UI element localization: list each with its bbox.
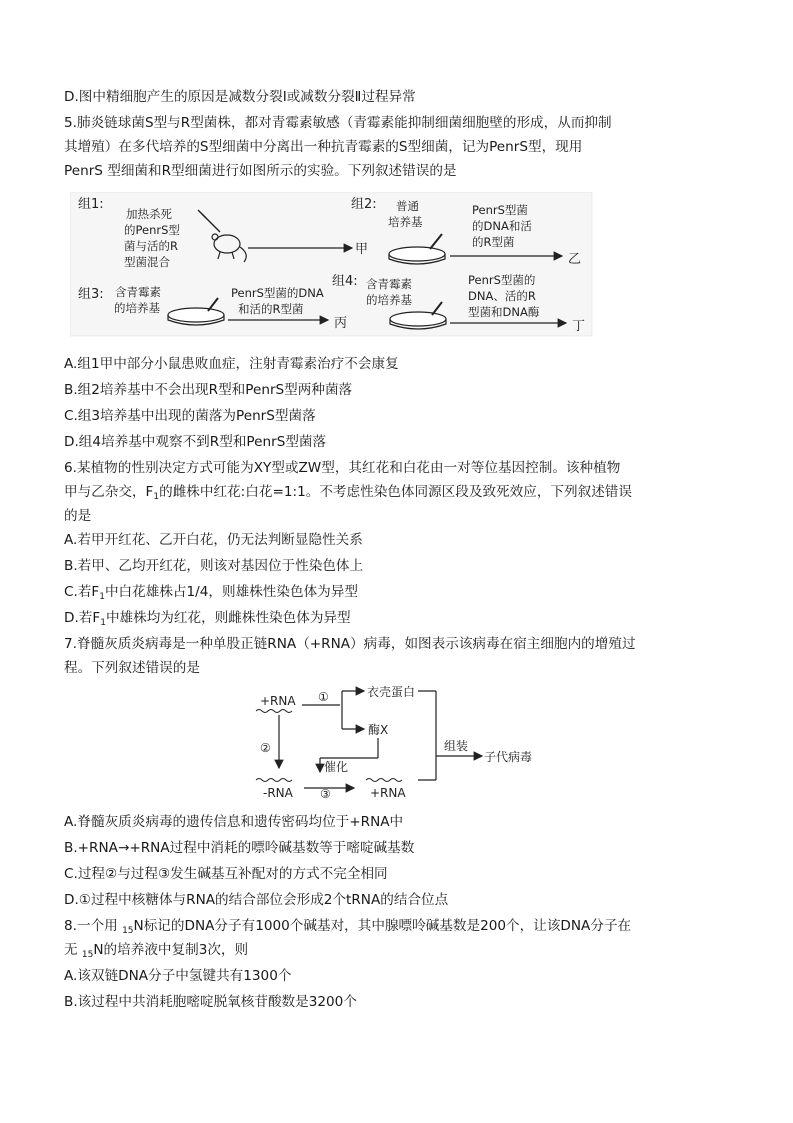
group2-desc-2: 的DNA和活 (472, 219, 532, 233)
group1-label: 组1: (78, 197, 104, 212)
q6-stem-line-1: 6.某植物的性别决定方式可能为XY型或ZW型，其红花和白花由一对等位基因控制。该种植物 (64, 460, 621, 476)
q6-stem-line-2: 甲与乙杂交，$F_1$的雌株中红花:白花=1:1。不考虑性染色体同源区段及致死效应，下列叙述错误 (64, 484, 632, 502)
q5-option-a: A.组1甲中部分小鼠患败血症，注射青霉素治疗不会康复 (64, 356, 399, 372)
q7-option-a: A.脊髓灰质炎病毒的遗传信息和遗传密码均位于+RNA中 (64, 814, 404, 830)
coat-protein: 衣壳蛋白 (367, 685, 416, 699)
group1-desc-3: 菌与活的R (124, 239, 178, 253)
q6-option-d: D.若$F_1$中雄株均为红花，则雌株性染色体为异型 (64, 610, 351, 628)
group2-desc-3: 的R型菌 (472, 235, 515, 249)
q5-experiment-figure (70, 192, 595, 340)
q5-option-d: D.组4培养基中观察不到R型和PenrS型菌落 (64, 434, 327, 450)
petri-dish-icon (168, 308, 224, 325)
q7-option-b: B.+RNA→+RNA过程中消耗的嘌呤碱基数等于嘧啶碱基数 (64, 840, 415, 856)
group2-medium-2: 培养基 (388, 215, 423, 229)
group4-desc-3: 型菌和DNA酶 (468, 305, 540, 319)
q6-stem-line-3: 的是 (64, 508, 92, 524)
group2-result: 乙 (568, 252, 582, 267)
group2-desc-1: PenrS型菌 (472, 203, 528, 217)
group2-medium-1: 普通 (396, 199, 419, 213)
petri-dish-icon (390, 312, 446, 329)
q5-stem-line-3: PenrS 型细菌和R型细菌进行如图所示的实验。下列叙述错误的是 (64, 163, 457, 179)
q7-option-c: C.过程②与过程③发生碱基互补配对的方式不完全相同 (64, 866, 388, 882)
q5-stem-line-1: 5.肺炎链球菌S型与R型菌株，都对青霉素敏感（青霉素能抑制细菌细胞壁的形成，从而抑制 (64, 115, 612, 131)
group3-desc-2: 和活的R型菌 (238, 302, 304, 316)
step-1-label: ① (318, 690, 329, 704)
group4-desc-1: PenrS型菌的 (468, 273, 536, 287)
q4-option-d: D.图中精细胞产生的原因是减数分裂Ⅰ或减数分裂Ⅱ过程异常 (64, 89, 416, 105)
q7-stem-line-1: 7.脊髓灰质炎病毒是一种单股正链RNA（+RNA）病毒，如图表示该病毒在宿主细胞内的增殖过 (64, 636, 636, 652)
q8-stem-line-2: 无 $_{15}$N的培养液中复制3次，则 (64, 942, 249, 960)
group3-medium-2: 的培养基 (114, 301, 160, 315)
group3-medium-1: 含青霉素 (115, 285, 161, 299)
q8-stem-line-1: 8.一个用 $_{15}$N标记的DNA分子有1000个碱基对，其中腺嘌呤碱基数是200个，让该DNA分子在 (64, 918, 632, 936)
q5-option-b: B.组2培养基中不会出现R型和PenrS型两种菌落 (64, 382, 353, 398)
group1-desc-1: 加热杀死 (126, 207, 172, 221)
q6-option-a: A.若甲开红花、乙开白花，仍无法判断显隐性关系 (64, 532, 363, 548)
group3-result: 丙 (334, 316, 348, 331)
q7-virus-replication-figure (250, 684, 550, 808)
step-2-label: ② (260, 741, 271, 755)
group4-label: 组4: (332, 274, 358, 289)
group3-label: 组3: (78, 287, 104, 302)
group3-desc-1: PenrS型菌的DNA (231, 286, 324, 300)
assemble-label: 组装 (444, 739, 469, 753)
enzyme-x: 酶X (368, 723, 389, 737)
group4-medium-2: 的培养基 (366, 293, 412, 307)
group4-desc-2: DNA、活的R (468, 289, 536, 303)
q6-option-c: C.若$F_1$中白花雄株占1/4，则雄株性染色体为异型 (64, 584, 358, 602)
q5-option-c: C.组3培养基中出现的菌落为PenrS型菌落 (64, 408, 316, 424)
group1-result: 甲 (355, 242, 369, 257)
petri-dish-icon (389, 247, 445, 264)
q7-stem-line-2: 程。下列叙述错误的是 (64, 660, 200, 676)
group4-result: 丁 (572, 319, 586, 334)
group1-desc-4: 型菌混合 (124, 255, 170, 269)
group1-desc-2: 的PenrS型 (124, 223, 180, 237)
catalyze-label: 催化 (324, 760, 349, 774)
plus-rna-top: +RNA (260, 694, 296, 708)
q7-option-d: D.①过程中核糖体与RNA的结合部位会形成2个tRNA的结合位点 (64, 892, 449, 908)
step-3-label: ③ (320, 787, 331, 801)
q5-stem-line-2: 其增殖）在多代培养的S型细菌中分离出一种抗青霉素的S型细菌，记为PenrS型，现用 (64, 139, 583, 155)
q8-option-a: A.该双链DNA分子中氢键共有1300个 (64, 968, 292, 984)
q8-option-b: B.该过程中共消耗胞嘧啶脱氧核苷酸数是3200个 (64, 994, 357, 1010)
q6-option-b: B.若甲、乙均开红花，则该对基因位于性染色体上 (64, 558, 364, 574)
minus-rna: -RNA (263, 786, 293, 800)
group4-medium-1: 含青霉素 (366, 277, 412, 291)
progeny-virus: 子代病毒 (484, 750, 533, 764)
plus-rna-bottom: +RNA (370, 786, 406, 800)
group2-label: 组2: (351, 197, 377, 212)
